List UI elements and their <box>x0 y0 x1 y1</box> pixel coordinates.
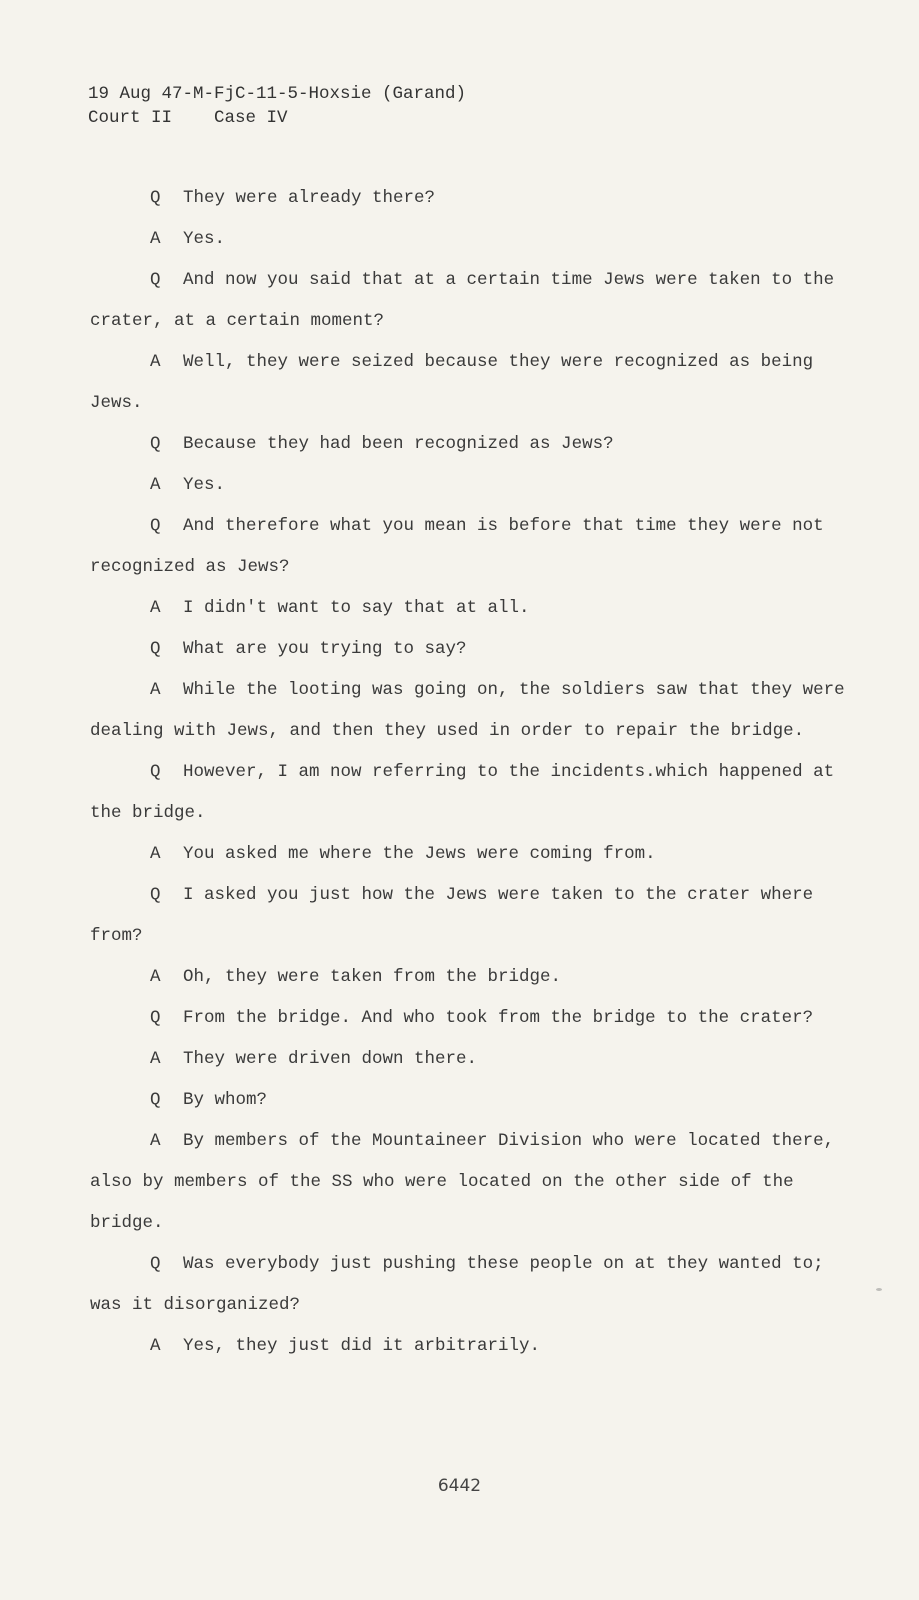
speaker-label: A <box>150 1131 161 1151</box>
turn-text: However, I am now referring to the incidents.which happened at the bridge. <box>90 762 835 823</box>
turn-text: Because they had been recognized as Jews? <box>183 434 614 454</box>
speaker-label: A <box>150 229 161 249</box>
speaker-label: Q <box>150 1090 161 1110</box>
transcript <box>90 178 850 1367</box>
turn-text: You asked me where the Jews were coming from. <box>183 844 656 864</box>
turn-text: While the looting was going on, the soldiers saw that they were dealing with Jews, and then they used in order to repair the bridge. <box>90 680 845 741</box>
transcript-turn <box>90 260 850 342</box>
turn-text: I didn't want to say that at all. <box>183 598 530 618</box>
transcript-turn <box>90 219 850 260</box>
transcript-turn <box>90 1244 850 1326</box>
transcript-turn <box>90 752 850 834</box>
turn-text: And now you said that at a certain time Jews were taken to the crater, at a certain moment? <box>90 270 835 331</box>
speaker-label: A <box>150 598 161 618</box>
turn-text: Yes, they just did it arbitrarily. <box>183 1336 541 1356</box>
speaker-label: Q <box>150 762 161 782</box>
page-number: 6442 <box>437 1476 482 1496</box>
speaker-label: A <box>150 475 161 495</box>
document-header <box>88 82 466 130</box>
speaker-label: Q <box>150 885 161 905</box>
transcript-turn <box>90 875 850 957</box>
transcript-turn <box>90 629 850 670</box>
transcript-turn <box>90 998 850 1039</box>
turn-text: What are you trying to say? <box>183 639 467 659</box>
transcript-turn <box>90 424 850 465</box>
turn-text: I asked you just how the Jews were taken to the crater where from? <box>90 885 814 946</box>
turn-text: From the bridge. And who took from the bridge to the crater? <box>183 1008 814 1028</box>
turn-text: Was everybody just pushing these people on at they wanted to; was it disorganized? <box>90 1254 824 1315</box>
transcript-turn <box>90 670 850 752</box>
speaker-label: Q <box>150 639 161 659</box>
paper-speck <box>876 1288 882 1291</box>
speaker-label: A <box>150 1049 161 1069</box>
transcript-turn <box>90 1326 850 1367</box>
header-court-line: Court II Case IV <box>88 108 288 128</box>
turn-text: And therefore what you mean is before that time they were not recognized as Jews? <box>90 516 824 577</box>
turn-text: By whom? <box>183 1090 268 1110</box>
turn-text: Well, they were seized because they were recognized as being Jews. <box>90 352 814 413</box>
speaker-label: A <box>150 1336 161 1356</box>
speaker-label: Q <box>150 1254 161 1274</box>
speaker-label: A <box>150 680 161 700</box>
transcript-turn <box>90 178 850 219</box>
speaker-label: Q <box>150 270 161 290</box>
transcript-turn <box>90 588 850 629</box>
transcript-turn <box>90 506 850 588</box>
transcript-turn <box>90 1121 850 1244</box>
speaker-label: Q <box>150 188 161 208</box>
turn-text: Oh, they were taken from the bridge. <box>183 967 562 987</box>
turn-text: Yes. <box>183 229 226 249</box>
transcript-turn <box>90 342 850 424</box>
speaker-label: Q <box>150 434 161 454</box>
transcript-turn <box>90 834 850 875</box>
transcript-turn <box>90 465 850 506</box>
speaker-label: A <box>150 352 161 372</box>
turn-text: They were driven down there. <box>183 1049 478 1069</box>
turn-text: They were already there? <box>183 188 436 208</box>
transcript-turn <box>90 1080 850 1121</box>
turn-text: By members of the Mountaineer Division who were located there, also by members of the SS who were located on the other side of the bridge. <box>90 1131 835 1233</box>
header-date-line: 19 Aug 47-M-FjC-11-5-Hoxsie (Garand) <box>88 84 467 104</box>
transcript-turn <box>90 957 850 998</box>
speaker-label: A <box>150 844 161 864</box>
turn-text: Yes. <box>183 475 226 495</box>
speaker-label: A <box>150 967 161 987</box>
speaker-label: Q <box>150 1008 161 1028</box>
speaker-label: Q <box>150 516 161 536</box>
transcript-turn <box>90 1039 850 1080</box>
